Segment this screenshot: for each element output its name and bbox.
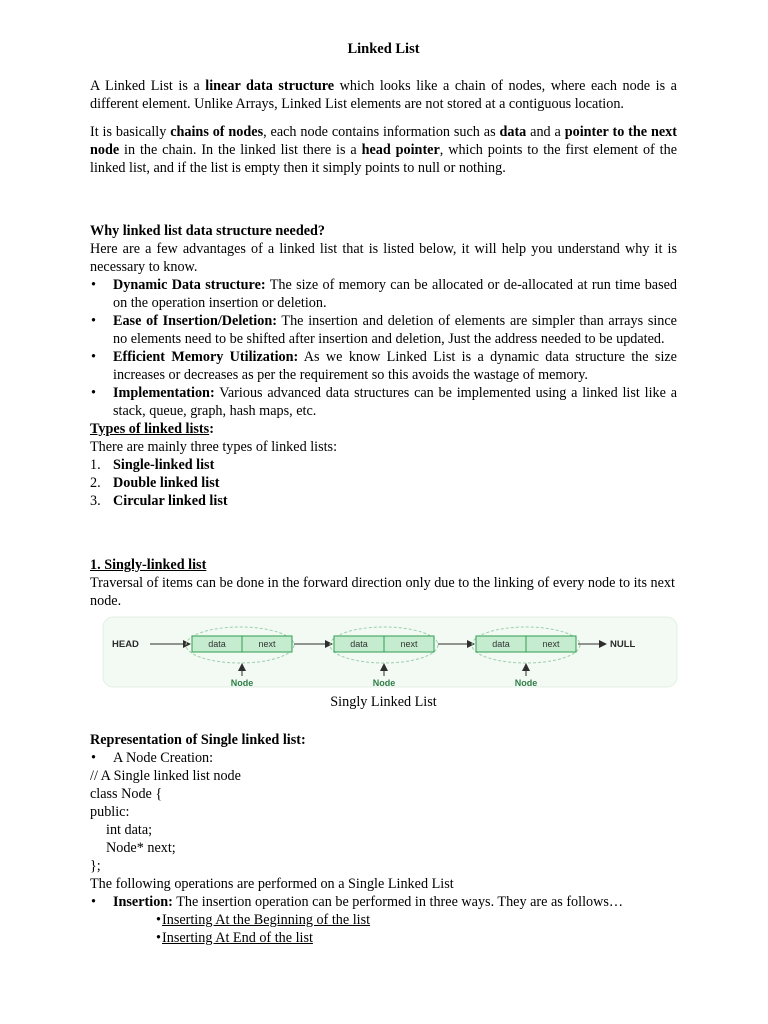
next-label: next (258, 639, 276, 649)
data-label: data (492, 639, 510, 649)
list-item: • Dynamic Data structure: The size of memory can be allocated or de-allocated at run time based on the operation insertion or deletion. (90, 276, 677, 312)
list-item: 2. Double linked list (90, 475, 220, 491)
list-item: • Implementation: Various advanced data structures can be implemented using a linked list like a stack, queue, graph, hash maps, etc. (90, 384, 677, 420)
insertion-sublist (90, 911, 677, 947)
singly-text: Traversal of items can be done in the forward direction only due to the linking of every node to its next node. (90, 575, 675, 609)
node-label: Node (230, 678, 254, 688)
page-title: Linked List (347, 41, 420, 57)
why-heading: Why linked list data structure needed? (90, 223, 326, 239)
intro-paragraph-1: A Linked List is a linear data structure which looks like a chain of nodes, where each node is a different element. Unlike Arrays, Linked List elements are not stored at a contiguous location. (90, 78, 677, 112)
code-line: class Node { (90, 786, 163, 802)
node-label: Node (372, 678, 396, 688)
code-line: // A Single linked list node (90, 768, 241, 784)
ops-intro: The following operations are performed on a Single Linked List (90, 876, 454, 892)
repr-list (90, 749, 677, 767)
document-page (90, 40, 677, 947)
list-item: • Insertion: The insertion operation can be performed in three ways. They are as follows… (90, 893, 677, 911)
code-line: Node* next; (106, 840, 176, 856)
list-item: • Inserting At the Beginning of the list (158, 911, 677, 929)
data-label: data (208, 639, 226, 649)
advantages-list (90, 276, 677, 420)
code-line: public: (90, 804, 130, 820)
why-intro: Here are a few advantages of a linked list that is listed below, it will help you understand why it is necessary to know. (90, 241, 677, 275)
singly-heading: 1. Singly-linked list (90, 557, 207, 573)
list-item: • A Node Creation: (90, 749, 677, 767)
data-label: data (350, 639, 368, 649)
node-label: Node (514, 678, 538, 688)
list-item: • Efficient Memory Utilization: As we know Linked List is a dynamic data structure the size increases or decreases as per the requirement so this avoids the wastage of memory. (90, 348, 677, 384)
types-heading: Types of linked lists: (90, 421, 214, 437)
types-intro: There are mainly three types of linked lists: (90, 439, 338, 455)
ops-list (90, 893, 677, 911)
code-block (90, 767, 677, 875)
repr-heading: Representation of Single linked list: (90, 732, 306, 748)
intro-paragraph-2: It is basically chains of nodes, each node contains information such as data and a pointer to the next node in the chain. In the linked list there is a head pointer, which points to the first element of the linked list, and if the list is empty then it simply points to null or nothing. (90, 124, 677, 176)
singly-linked-list-diagram (102, 616, 678, 688)
diagram-caption: Singly Linked List (330, 694, 437, 710)
null-label: NULL (610, 639, 636, 650)
list-item: 3. Circular linked list (90, 493, 228, 509)
code-line: }; (90, 858, 101, 874)
list-item: 1. Single-linked list (90, 457, 215, 473)
list-item: • Ease of Insertion/Deletion: The insertion and deletion of elements are simpler than arrays since no elements need to be shifted after insertion and deletion, Just the address needed to be updated. (90, 312, 677, 348)
types-list (90, 456, 677, 510)
next-label: next (400, 639, 418, 649)
code-line: int data; (106, 822, 153, 838)
next-label: next (542, 639, 560, 649)
list-item: • Inserting At End of the list (158, 929, 677, 947)
head-label: HEAD (112, 639, 139, 650)
